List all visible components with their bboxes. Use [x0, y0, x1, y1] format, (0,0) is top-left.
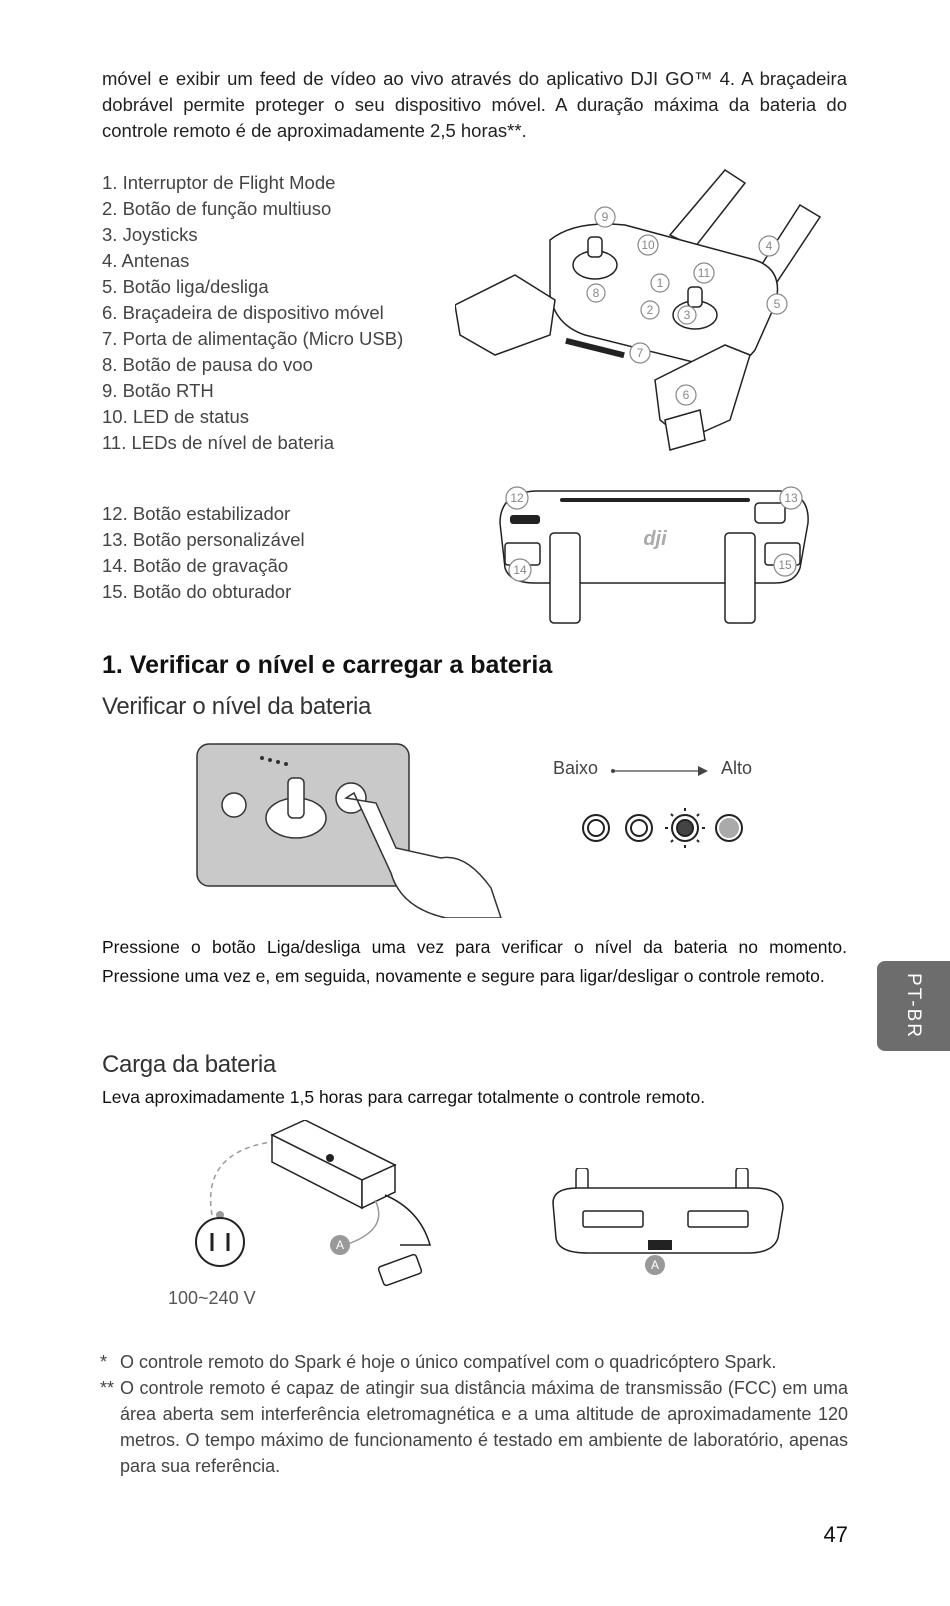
led-icon: [626, 815, 652, 841]
list-item: 1. Interruptor de Flight Mode: [102, 172, 336, 193]
parts-list-top: [102, 170, 403, 456]
list-item: 15. Botão do obturador: [102, 581, 292, 602]
remote-charging-port-illustration: [548, 1168, 788, 1288]
voltage-label: 100~240 V: [168, 1288, 256, 1308]
list-item: 7. Porta de alimentação (Micro USB): [102, 328, 404, 349]
remote-controller-rear-illustration: [495, 483, 815, 628]
list-item: 11. LEDs de nível de bateria: [102, 432, 335, 453]
list-item: 6. Braçadeira de dispositivo móvel: [102, 302, 384, 323]
footnote-mark: **: [100, 1378, 115, 1398]
list-item: 3. Joysticks: [102, 224, 198, 245]
charge-battery-title: Carga da bateria: [102, 1051, 276, 1078]
connector-a-label: A: [650, 1258, 660, 1272]
footnote-text: O controle remoto do Spark é hoje o único compatível com o quadricóptero Spark.: [120, 1352, 777, 1372]
check-battery-text: Pressione o botão Liga/desliga uma vez para verificar o nível da bateria no momento. Pressione uma vez e, em seguida, novamente e segure para ligar/desligar o controle remoto.: [102, 937, 847, 986]
list-item: 9. Botão RTH: [102, 380, 214, 401]
callout-label: 6: [682, 388, 690, 402]
level-low-label: Baixo: [553, 758, 599, 778]
led-blinking-icon: [665, 808, 705, 848]
remote-controller-top-illustration: [455, 165, 825, 460]
svg-text:dji: dji: [643, 528, 667, 550]
footnote-text: O controle remoto é capaz de atingir sua distância máxima de transmissão (FCC) em uma área aberta sem interferência eletromagnética e a uma altitude de aproximadamente 120 metros. O tempo máximo de funcionamento é testado em ambiente de laboratório, apenas para sua referência.: [120, 1378, 848, 1476]
callout-label: 15: [778, 558, 792, 572]
list-item: 5. Botão liga/desliga: [102, 276, 269, 297]
low-to-high-arrow-icon: [610, 764, 710, 778]
wall-outlet-icon: [196, 1218, 244, 1266]
callout-label: 5: [773, 297, 781, 311]
language-tab: [877, 961, 950, 1051]
callout-label: 9: [601, 210, 609, 224]
callout-label: 1: [656, 276, 664, 290]
list-item: 2. Botão de função multiuso: [102, 198, 332, 219]
list-item: 12. Botão estabilizador: [102, 503, 291, 524]
callout-label: 11: [697, 266, 711, 280]
callout-label: 2: [646, 303, 654, 317]
list-item: 8. Botão de pausa do voo: [102, 354, 313, 375]
connector-a-label: A: [335, 1238, 345, 1252]
list-item: 13. Botão personalizável: [102, 529, 305, 550]
section-title: 1. Verificar o nível e carregar a bateria: [102, 651, 553, 679]
callout-label: 14: [513, 563, 527, 577]
intro-paragraph: móvel e exibir um feed de vídeo ao vivo através do aplicativo DJI GO™ 4. A braçadeira dobrável permite proteger o seu dispositivo móvel. A duração máxima da bateria do controle remoto é de aproximadamente 2,5 horas**.: [102, 68, 847, 141]
led-icon: [583, 815, 609, 841]
callout-label: 13: [784, 491, 798, 505]
charge-battery-text: Leva aproximadamente 1,5 horas para carregar totalmente o controle remoto.: [102, 1087, 706, 1107]
list-item: 10. LED de status: [102, 406, 250, 427]
footnote: [100, 1375, 848, 1479]
language-tab-label: PT-BR: [903, 973, 924, 1039]
list-item: 14. Botão de gravação: [102, 555, 289, 576]
list-item: 4. Antenas: [102, 250, 190, 271]
led-off-icon: [716, 815, 742, 841]
footnotes: [100, 1349, 848, 1479]
callout-label: 12: [510, 491, 524, 505]
level-high-label: Alto: [721, 758, 753, 778]
callout-label: 8: [592, 286, 600, 300]
charger-illustration: [190, 1120, 455, 1305]
parts-list-bottom: [102, 501, 305, 605]
battery-level-leds: [576, 806, 751, 850]
callout-label: 10: [641, 238, 655, 252]
check-battery-title: Verificar o nível da bateria: [102, 693, 372, 720]
footnote: [100, 1349, 848, 1375]
charger-icon: [272, 1120, 395, 1208]
callout-label: 3: [683, 308, 691, 322]
footnote-mark: *: [100, 1352, 108, 1372]
press-power-button-illustration: [196, 743, 506, 918]
callout-label: 4: [765, 239, 773, 253]
page-number: 47: [823, 1522, 848, 1547]
callout-label: 7: [636, 346, 644, 360]
